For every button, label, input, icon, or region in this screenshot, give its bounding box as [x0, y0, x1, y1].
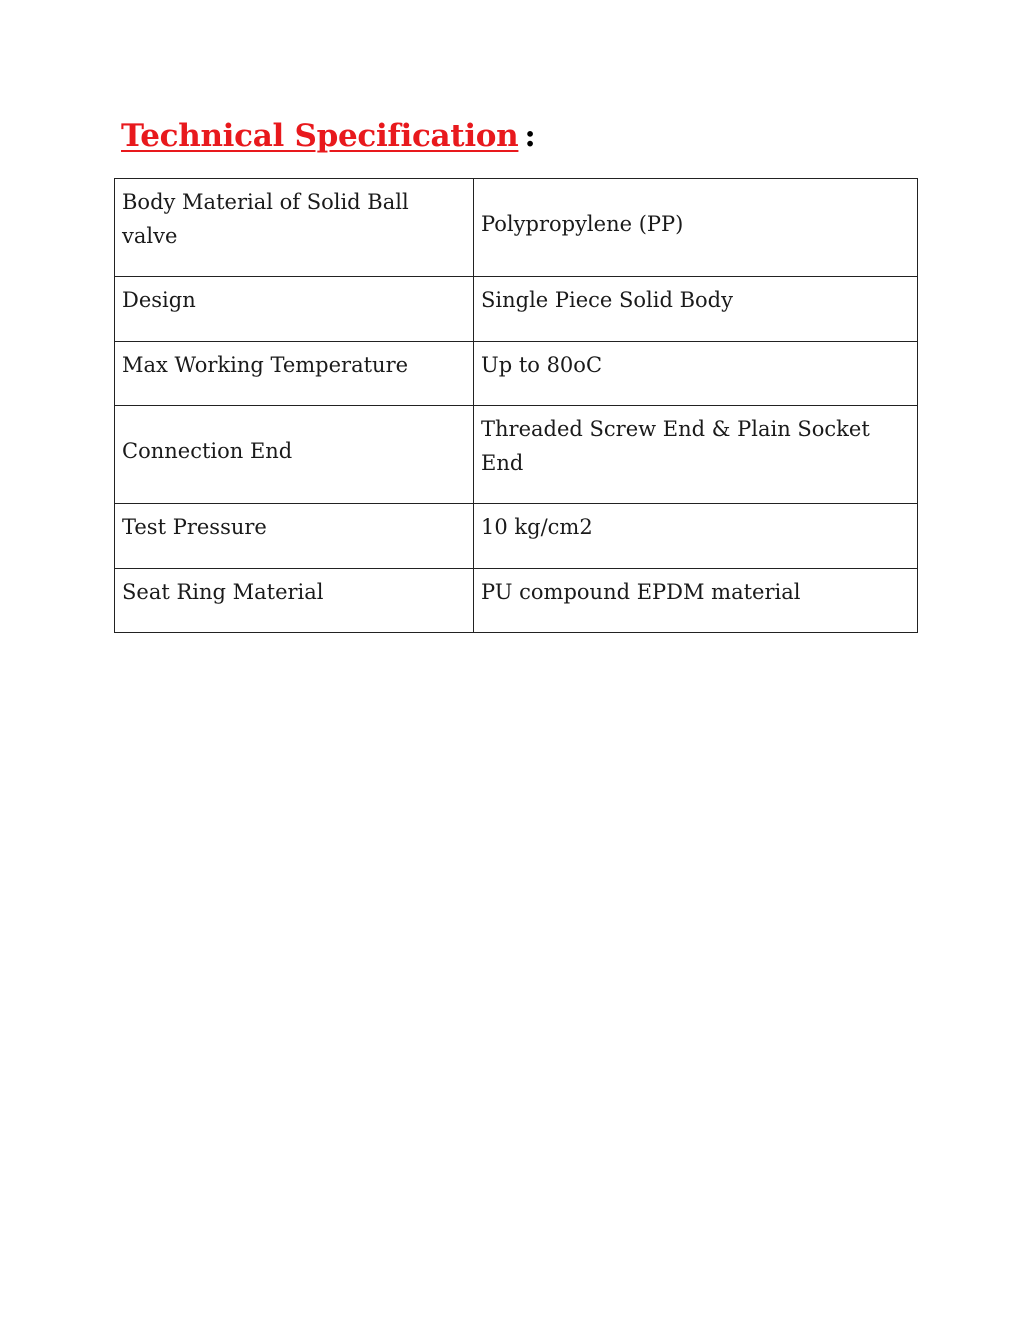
spec-value-cell — [474, 342, 918, 406]
section-title: Technical Specification — [121, 118, 519, 154]
table-row — [115, 569, 918, 633]
spec-label-cell — [115, 406, 474, 504]
spec-label: Test Pressure — [122, 515, 267, 539]
spec-value-cell — [474, 569, 918, 633]
table-row — [115, 504, 918, 569]
spec-value: Up to 80oC — [481, 353, 603, 377]
spec-label-cell — [115, 569, 474, 633]
table-row — [115, 342, 918, 406]
heading-colon: : — [524, 118, 536, 154]
spec-label: Design — [122, 288, 196, 312]
spec-label-cell — [115, 342, 474, 406]
spec-label: Seat Ring Material — [122, 580, 324, 604]
spec-label-cell — [115, 504, 474, 569]
table-row — [115, 277, 918, 342]
spec-value: Single Piece Solid Body — [481, 288, 733, 312]
spec-label: Max Working Temperature — [122, 353, 409, 377]
table-row — [115, 179, 918, 277]
spec-label-cell — [115, 179, 474, 277]
spec-label-cell — [115, 277, 474, 342]
spec-label: Connection End — [122, 438, 293, 463]
spec-value-cell — [474, 406, 918, 504]
spec-value-cell — [474, 504, 918, 569]
spec-value-cell — [474, 277, 918, 342]
spec-value: Threaded Screw End & Plain Socket End — [481, 417, 870, 475]
spec-value: Polypropylene (PP) — [481, 211, 684, 236]
section-heading — [121, 118, 536, 154]
spec-value: 10 kg/cm2 — [481, 515, 593, 539]
spec-value: PU compound EPDM material — [481, 580, 801, 604]
specification-table — [114, 178, 918, 633]
spec-label: Body Material of Solid Ball valve — [122, 190, 409, 248]
spec-value-cell — [474, 179, 918, 277]
table-row — [115, 406, 918, 504]
